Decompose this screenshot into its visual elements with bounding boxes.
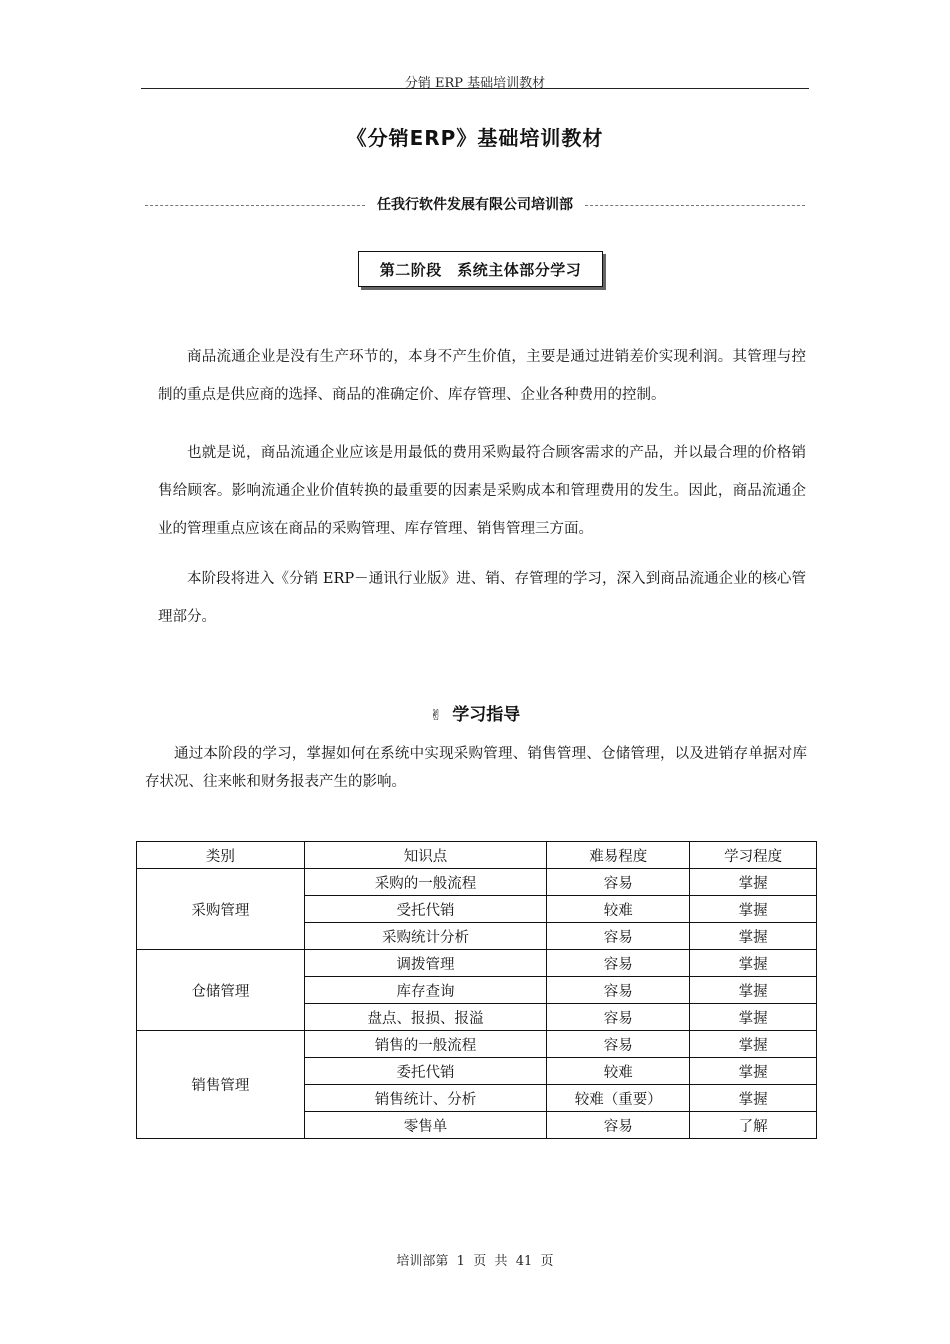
category-cell: 仓储管理 <box>137 950 305 1031</box>
level-cell: 掌握 <box>690 950 817 977</box>
study-guide-title: 学习指导 <box>452 705 521 725</box>
difficulty-cell: 容易 <box>547 923 690 950</box>
table-row <box>137 869 817 896</box>
level-cell: 掌握 <box>690 1058 817 1085</box>
document-title: 《分销ERP》基础培训教材 <box>346 126 604 150</box>
header-difficulty: 难易程度 <box>547 842 690 869</box>
header-rule <box>141 88 809 89</box>
level-cell: 了解 <box>690 1112 817 1139</box>
running-header: 分销 ERP 基础培训教材 <box>404 76 546 91</box>
knowledge-cell: 委托代销 <box>304 1058 547 1085</box>
table-header-row <box>137 842 817 869</box>
knowledge-cell: 销售的一般流程 <box>304 1031 547 1058</box>
difficulty-cell: 容易 <box>547 1112 690 1139</box>
dashed-rule-left <box>145 205 365 206</box>
knowledge-cell: 采购的一般流程 <box>304 869 547 896</box>
difficulty-cell: 容易 <box>547 869 690 896</box>
level-cell: 掌握 <box>690 1031 817 1058</box>
stage-heading-box: 第二阶段 系统主体部分学习 <box>358 251 603 287</box>
level-cell: 掌握 <box>690 869 817 896</box>
victory-hand-icon: ✌ <box>429 706 443 724</box>
dashed-rule-right <box>585 205 805 206</box>
paragraph-2: 也就是说，商品流通企业应该是用最低的费用采购最符合顾客需求的产品，并以最合理的价格销售给顾客。影响流通企业价值转换的最重要的因素是采购成本和管理费用的发生。因此，商品流通企业的管理重点应该在商品的采购管理、库存管理、销售管理三方面。 <box>158 445 806 537</box>
level-cell: 掌握 <box>690 1085 817 1112</box>
level-cell: 掌握 <box>690 977 817 1004</box>
category-cell: 采购管理 <box>137 869 305 950</box>
level-cell: 掌握 <box>690 923 817 950</box>
header-learning-level: 学习程度 <box>690 842 817 869</box>
level-cell: 掌握 <box>690 896 817 923</box>
knowledge-cell: 采购统计分析 <box>304 923 547 950</box>
table-row <box>137 1031 817 1058</box>
knowledge-table <box>136 841 817 1139</box>
difficulty-cell: 较难 <box>547 1058 690 1085</box>
table-row <box>137 950 817 977</box>
study-guide-text: 通过本阶段的学习，掌握如何在系统中实现采购管理、销售管理、仓储管理，以及进销存单据对库存状况、往来帐和财务报表产生的影响。 <box>145 746 807 790</box>
knowledge-cell: 销售统计、分析 <box>304 1085 547 1112</box>
paragraph-1: 商品流通企业是没有生产环节的，本身不产生价值，主要是通过进销差价实现利润。其管理与控制的重点是供应商的选择、商品的准确定价、库存管理、企业各种费用的控制。 <box>158 349 806 403</box>
difficulty-cell: 容易 <box>547 1031 690 1058</box>
page-footer: 培训部第 1 页 共 41 页 <box>396 1254 554 1269</box>
level-cell: 掌握 <box>690 1004 817 1031</box>
department-name: 任我行软件发展有限公司培训部 <box>377 197 573 213</box>
difficulty-cell: 容易 <box>547 977 690 1004</box>
paragraph-3: 本阶段将进入《分销 ERP－通讯行业版》进、销、存管理的学习，深入到商品流通企业的核心管理部分。 <box>158 571 806 625</box>
difficulty-cell: 容易 <box>547 1004 690 1031</box>
study-guide-heading <box>0 700 950 725</box>
knowledge-cell: 盘点、报损、报溢 <box>304 1004 547 1031</box>
difficulty-cell: 容易 <box>547 950 690 977</box>
knowledge-cell: 库存查询 <box>304 977 547 1004</box>
header-category: 类别 <box>137 842 305 869</box>
difficulty-cell: 较难（重要） <box>547 1085 690 1112</box>
knowledge-cell: 零售单 <box>304 1112 547 1139</box>
category-cell: 销售管理 <box>137 1031 305 1139</box>
knowledge-cell: 受托代销 <box>304 896 547 923</box>
knowledge-cell: 调拨管理 <box>304 950 547 977</box>
difficulty-cell: 较难 <box>547 896 690 923</box>
header-knowledge-point: 知识点 <box>304 842 547 869</box>
department-line <box>145 194 805 214</box>
